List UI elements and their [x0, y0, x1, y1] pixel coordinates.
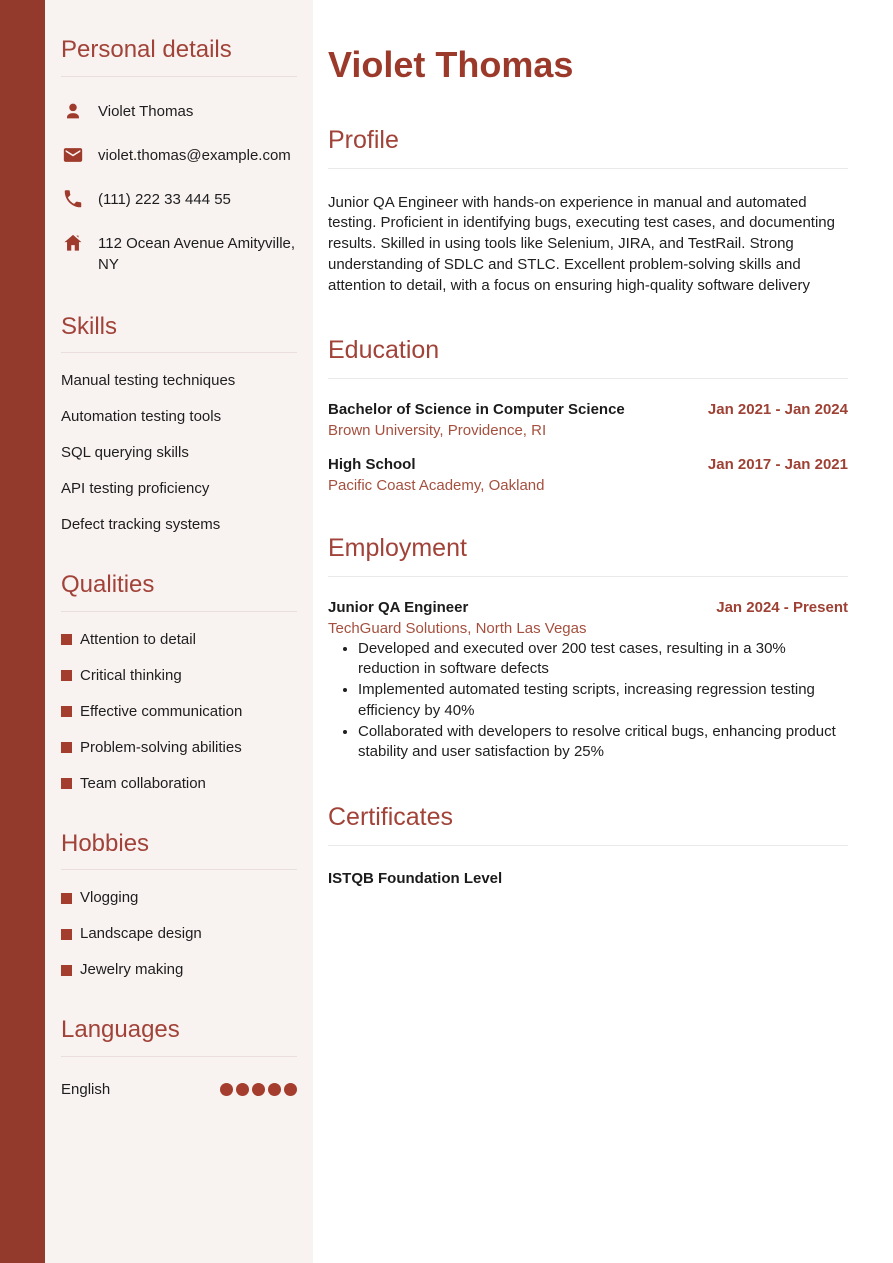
home-icon	[61, 231, 85, 255]
quality-label: Team collaboration	[80, 774, 206, 792]
languages-section	[61, 1016, 297, 1104]
hobby-label: Jewelry making	[80, 961, 184, 979]
job-bullet: • Developed and executed over 200 test cases, resulting in a 30% reduction in software defects	[358, 639, 848, 680]
hobbies-list	[61, 880, 297, 988]
skill-item: Automation testing tools	[61, 408, 222, 426]
contact-row-phone	[61, 177, 297, 221]
education-dates: Jan 2017 - Jan 2021	[707, 456, 848, 474]
languages-title: Languages	[61, 1016, 297, 1057]
degree-title: Bachelor of Science in Computer Science	[328, 401, 625, 419]
contact-name-text: Violet Thomas	[98, 102, 194, 120]
square-bullet-icon	[61, 778, 72, 789]
skill-item: API testing proficiency	[61, 480, 210, 498]
language-dot-icon	[252, 1083, 265, 1096]
personal-details-section	[61, 36, 297, 285]
person-icon	[61, 99, 85, 123]
quality-item	[61, 694, 297, 730]
quality-item	[61, 730, 297, 766]
quality-item	[61, 658, 297, 694]
qualities-list	[61, 622, 297, 802]
degree-title: High School	[328, 456, 416, 474]
quality-label: Critical thinking	[80, 666, 182, 684]
language-dot-icon	[284, 1083, 297, 1096]
hobbies-title: Hobbies	[61, 830, 297, 871]
education-entry	[328, 401, 848, 439]
certificate-name: ISTQB Foundation Level	[328, 869, 503, 887]
employment-entries	[328, 599, 848, 763]
job-bullet: • Collaborated with developers to resolve critical bugs, enhancing product stability and user satisfaction by 25%	[358, 722, 848, 763]
language-dot-icon	[236, 1083, 249, 1096]
certificates-section	[328, 803, 848, 887]
skills-list	[61, 363, 297, 543]
job-bullet: • Implemented automated testing scripts, increasing regression testing efficiency by 40%	[358, 680, 848, 721]
job-bullet-list	[328, 639, 848, 763]
quality-item	[61, 622, 297, 658]
certificates-title: Certificates	[328, 803, 848, 846]
hobby-item	[61, 916, 297, 952]
personal-details-title: Personal details	[61, 36, 297, 77]
employment-section	[328, 534, 848, 763]
language-name: English	[61, 1080, 111, 1098]
resume-name: Violet Thomas	[328, 44, 574, 85]
education-section	[328, 336, 848, 494]
phone-icon	[61, 187, 85, 211]
square-bullet-icon	[61, 965, 72, 976]
employment-dates: Jan 2024 - Present	[716, 598, 848, 616]
language-level-indicator	[220, 1083, 297, 1096]
education-title: Education	[328, 336, 848, 379]
hobby-item	[61, 952, 297, 988]
employment-entry-head	[328, 599, 848, 616]
square-bullet-icon	[61, 929, 72, 940]
language-item	[61, 1075, 297, 1104]
skill-item: Defect tracking systems	[61, 516, 221, 534]
quality-label: Problem-solving abilities	[80, 738, 242, 756]
contact-row-name	[61, 89, 297, 133]
contact-email-text: violet.thomas@example.com	[98, 146, 291, 164]
hobby-label: Landscape design	[80, 925, 202, 943]
language-dot-icon	[220, 1083, 233, 1096]
contact-address-text: 112 Ocean Avenue Amityville, NY	[98, 234, 296, 273]
skills-section	[61, 313, 297, 544]
employment-title: Employment	[328, 534, 848, 577]
profile-section	[328, 126, 848, 296]
skills-title: Skills	[61, 313, 297, 354]
square-bullet-icon	[61, 634, 72, 645]
square-bullet-icon	[61, 742, 72, 753]
school-name: Brown University, Providence, RI	[328, 422, 547, 440]
education-entry-head	[328, 456, 848, 473]
contact-row-address	[61, 221, 297, 285]
quality-label: Effective communication	[80, 702, 243, 720]
hobbies-section	[61, 830, 297, 989]
education-dates: Jan 2021 - Jan 2024	[707, 401, 848, 419]
accent-bar	[0, 0, 45, 1263]
contact-list	[61, 89, 297, 285]
profile-title: Profile	[328, 126, 848, 169]
square-bullet-icon	[61, 893, 72, 904]
hobby-item	[61, 880, 297, 916]
hobby-label: Vlogging	[80, 889, 139, 907]
school-name: Pacific Coast Academy, Oakland	[328, 477, 545, 495]
main-content	[313, 0, 893, 1263]
skill-item: Manual testing techniques	[61, 372, 236, 390]
square-bullet-icon	[61, 706, 72, 717]
qualities-section	[61, 571, 297, 802]
sidebar	[45, 0, 313, 1263]
employment-entry	[328, 599, 848, 763]
education-entry-head	[328, 401, 848, 418]
skill-item: SQL querying skills	[61, 444, 189, 462]
email-icon	[61, 143, 85, 167]
profile-text: Junior QA Engineer with hands-on experience in manual and automated testing. Proficient in identifying bugs, executing test cases, and documenting results. Skilled in using tools like Selenium, JIRA, and TestRail. Strong understanding of SDLC and STLC. Excellent problem-solving skills and attention to detail, with a focus on ensuring high-quality software delivery	[328, 193, 835, 294]
quality-item	[61, 766, 297, 802]
job-title: Junior QA Engineer	[328, 598, 469, 616]
quality-label: Attention to detail	[80, 630, 196, 648]
contact-phone-text: (111) 222 33 444 55	[98, 190, 231, 208]
square-bullet-icon	[61, 670, 72, 681]
qualities-title: Qualities	[61, 571, 297, 612]
contact-row-email	[61, 133, 297, 177]
language-dot-icon	[268, 1083, 281, 1096]
education-entry	[328, 456, 848, 494]
company-name: TechGuard Solutions, North Las Vegas	[328, 619, 587, 637]
education-entries	[328, 401, 848, 494]
